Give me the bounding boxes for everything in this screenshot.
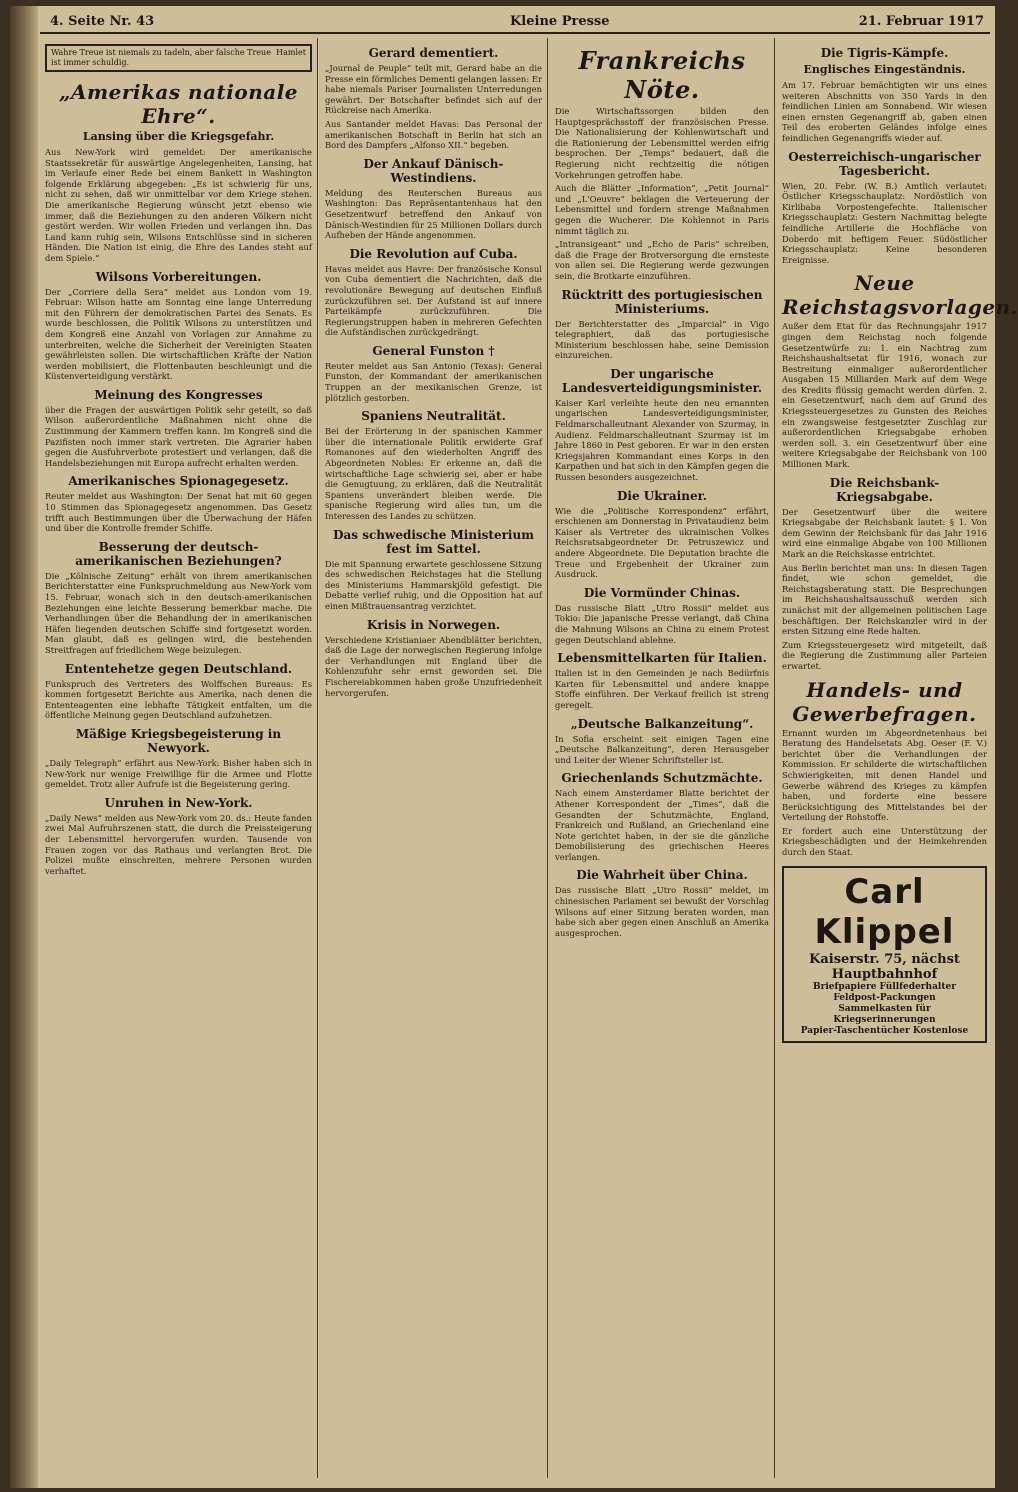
advertisement-klippel <box>782 866 987 1043</box>
heading-besserung: Besserung der deutsch-amerikanischen Beziehungen? <box>75 539 282 568</box>
article-paragraph: „Journal de Peuple“ teilt mit, Gerard habe an die Presse ein förmliches Dementi gelangen lassen: Er habe niemals Pariser Journalisten Unterredungen gewährt. Der Botschafter befindet sich auf der Rückreise nach Amerika. <box>325 63 542 116</box>
article-paragraph: Aus New-York wird gemeldet: Der amerikanische Staatssekretär für auswärtige Angelegenheiten, Lansing, hat im Verlaufe einer Rede bei einem Bankett in Washington folgende Erklärung abgegeben: „Es ist schwierig für uns, nicht zu sehen, daß wir unmittelbar vor dem Kriege stehen. Die amerikanische Regierung wünscht jetzt ebenso wie immer, daß die Beziehungen zu den anderen Völkern nicht gestört werden. Wir wollen Frieden und verlangen ihn. Das Land kann ruhig sein, Wilsons Entschlüsse sind in sicheren Händen. Die Nation ist einig, die Ehre des Landes steht auf dem Spiele.“ <box>45 147 312 263</box>
article-paragraph: Meldung des Reuterschen Bureaus aus Washington: Das Repräsentantenhaus hat den Gesetzentwurf betreffend den Ankauf von Dänisch-Westindien für 25 Millionen Dollars durch Aufheben der Hände angenommen. <box>325 187 542 241</box>
heading-oesterreich: Oesterreichisch-ungarischer Tagesbericht. <box>788 149 981 178</box>
article-paragraph: Die Wirtschaftssorgen bilden den Hauptgesprächsstoff der französischen Presse. Die Nationalisierung der Kohlenwirtschaft und die Rationierung der Lebensmittel werden eifrig besprochen. Der „Temps“ bedauert, daß die Regierung nicht rechtzeitig die nötigen Vorkehrungen getroffen habe. <box>555 106 769 180</box>
heading-balkan: „Deutsche Balkanzeitung“. <box>570 716 754 731</box>
heading-cuba: Die Revolution auf Cuba. <box>349 246 518 261</box>
heading-kongress: Meinung des Kongresses <box>94 387 263 402</box>
article-paragraph: Die „Kölnische Zeitung“ erhält von ihrem amerikanischen Berichterstatter eine Funkspruchmeldung aus New-York vom 15. Februar, wonach sich in den deutsch-amerikanischen Beziehungen eine leichte Besserung bemerkbar mache. Die Verhandlungen über die Behandlung der in amerikanischen Häfen liegenden deutschen Schiffe sind fortgesetzt worden. Man glaubt, daß es gelingen wird, die bestehenden Streitfragen auf friedlichem Wege beizulegen. <box>45 570 312 655</box>
column-4 <box>777 38 1018 1478</box>
heading-ukrainer: Die Ukrainer. <box>617 488 707 503</box>
page-header <box>40 12 990 34</box>
heading-ankauf: Der Ankauf Dänisch-Westindiens. <box>363 156 504 185</box>
article-paragraph: Ernannt wurden im Abgeordnetenhaus bei Beratung des Handelsetats Abg. Oeser (F. V.) berichtet über die Verhandlungen der Kommission. Er schilderte die wirtschaftlichen Schwierigkeiten, mit denen Handel und Gewerbe während des Krieges zu kämpfen haben, und forderte eine bessere Berücksichtigung des Mittelstandes bei der Verteilung der Rohstoffe. <box>782 727 987 823</box>
column-1 <box>40 38 318 1478</box>
heading-portugal: Rücktritt des portugiesischen Ministeriums. <box>561 287 763 316</box>
article-paragraph: Außer dem Etat für das Rechnungsjahr 1917 gingen dem Reichstag noch folgende Gesetzentwürfe zu: 1. ein Nachtrag zum Reichshaushaltsetat für 1916, wonach zur Bestreitung einmaliger außerordentlicher Ausgaben 15 Milliarden Mark auf dem Wege des Kredits flüssig gemacht werden dürfen. 2. ein Gesetzentwurf, nach dem auf Grund des Kriegssteuergesetzes zu Gunsten des Reiches ein zwangsweise festgesetzter Zuschlag zur außerordentlichen Kriegsabgabe erhoben werden soll. 3. ein Gesetzentwurf über eine weitere Kriegsabgabe der Reichsbank von 100 Millionen Mark. <box>782 321 987 470</box>
article-paragraph: Das russische Blatt „Utro Rossii“ meldet, im chinesischen Parlament sei bewußt der Vorschlag Wilsons auf einer Sitzung beraten worden, man habe sich aber gegen einen Anschluß an Amerika ausgesprochen. <box>555 885 769 938</box>
subheadline-lansing: Lansing über die Kriegsgefahr. <box>82 130 275 143</box>
column-2 <box>320 38 548 1478</box>
article-paragraph: Der Berichterstatter des „Imparcial“ in Vigo telegraphiert, daß das portugiesische Ministerium beschlossen habe, seine Demission einzureichen. <box>555 318 769 361</box>
ad-line: Feldpost-Packungen <box>833 992 936 1003</box>
article-paragraph: Nach einem Amsterdamer Blatte berichtet der Athener Korrespondent der „Times“, daß die Gesandten der Schutzmächte, England, Frankreich und Rußland, an Griechenland eine Note gerichtet haben, in der sie die gänzliche Demobilisierung des griechischen Heeres verlangen. <box>555 788 769 862</box>
ad-line: Papier-Taschentücher Kostenlose <box>800 1025 969 1036</box>
heading-wilson: Wilsons Vorbereitungen. <box>95 269 262 284</box>
article-paragraph: „Intransigeant“ und „Echo de Paris“ schreiben, daß die Frage der Brotversorgung die ernsteste von allen sei. Die Regierung werde gezwungen sein, die Brotkarte einzuführen. <box>555 239 769 281</box>
article-paragraph: Bei der Erörterung in der spanischen Kammer über die internationale Politik erwiderte Graf Romanones auf den wiederholten Angriff des Abgeordneten Nobles: Er erkenne an, daß die wirtschaftliche Lage schwierig sei, aber er habe die Genugtuung, zu erklären, daß die Neutralität Spaniens unverändert bleiben werde. Die spanische Regierung wird alles tun, um die Interessen des Landes zu schützen. <box>325 426 542 521</box>
newspaper-page <box>10 6 1018 1488</box>
article-paragraph: Reuter meldet aus Washington: Der Senat hat mit 60 gegen 10 Stimmen das Spionagegesetz angenommen. Das Gesetz trifft auch Bestimmungen über die Überwachung der Häfen und über die Kontrolle fremder Schiffe. <box>45 491 312 534</box>
ad-line: Sammelkasten für Kriegserinnerungen <box>833 1003 936 1025</box>
heading-spanien: Spaniens Neutralität. <box>361 409 506 424</box>
article-paragraph: Er fordert auch eine Unterstützung der Kriegsbeschädigten und der Heimkehrenden durch den Staat. <box>782 825 987 858</box>
article-paragraph: Kaiser Karl verleihte heute den neu ernannten ungarischen Landesverteidigungsminister, Feldmarschalleutnant Alexander von Szurmay, in Audienz. Feldmarschalleutnant Szurmay ist im Jahre 1860 in Pest geboren. Er war in den ersten Kriegsjahren Kommandant eines Korps in den Karpathen und hat sich in den Kämpfen gegen die Russen besonders ausgezeichnet. <box>555 397 769 483</box>
heading-kriegsbegeisterung: Mäßige Kriegsbegeisterung in Newyork. <box>75 726 282 755</box>
article-paragraph: Die mit Spannung erwartete geschlossene Sitzung des schwedischen Reichstages hat die Stellung des Ministeriums Hammarskjöld gefestigt. Die Debatte verlief ruhig, und die Opposition hat auf einen Mißtrauensantrag verzichtet. <box>325 558 542 611</box>
notice-box <box>45 44 312 72</box>
article-paragraph: Reuter meldet aus San Antonio (Texas): General Funston, der Kommandant der amerikanischen Truppen an der mexikanischen Grenze, ist plötzlich gestorben. <box>325 360 542 403</box>
heading-griechenland: Griechenlands Schutzmächte. <box>561 771 763 786</box>
headline-amerika: „Amerikas nationale Ehre“. <box>58 80 299 128</box>
ad-company-name: Carl Klippel <box>814 871 955 952</box>
header-page-number: 4. Seite Nr. 43 <box>50 14 155 29</box>
page-binding <box>10 6 38 1488</box>
heading-entente: Ententehetze gegen Deutschland. <box>64 661 293 676</box>
heading-schweden: Das schwedische Ministerium fest im Sattel. <box>333 527 534 556</box>
article-paragraph: Am 17. Februar bemächtigten wir uns eines weiteren Abschnitts von 350 Yards in den feindlichen Linien am Sonnabend. Wir wiesen einen ernsten Gegenangriff ab, gaben einen Teil des eroberten Geländes infolge eines feindlichen Gegenangriffs wieder auf. <box>782 80 987 143</box>
header-date: 21. Februar 1917 <box>858 14 984 29</box>
header-paper-name: Kleine Presse <box>510 14 610 29</box>
article-paragraph: Italien ist in den Gemeinden je nach Bedürfnis Karten für Lebensmittel und andere knappe Stoffe einführen. Der Verkauf freilich ist streng geregelt. <box>555 668 769 710</box>
headline-reichstag: Neue Reichstagsvorlagen. <box>782 271 1018 320</box>
article-paragraph: Verschiedene Kristianiaer Abendblätter berichten, daß die Lage der norwegischen Regierung infolge der Verhandlungen mit England über die Kohlenzufuhr sehr ernst geworden sei. Die Fischereiabkommen haben große Unzufriedenheit hervorgerufen. <box>325 634 542 698</box>
article-paragraph: Wien, 20. Febr. (W. B.) Amtlich verlautet: Östlicher Kriegsschauplatz: Nordöstlich von Kirlibaba Vorpostengefechte. Italienischer Kriegsschauplatz: Gestern Nachmittag belegte feindliche Artillerie die Hochfläche von Doberdo mit heftigem Feuer. Südöstlicher Kriegsschauplatz: Keine besonderen Ereignisse. <box>782 180 987 265</box>
heading-funston: General Funston † <box>372 343 495 358</box>
article-paragraph: „Daily Telegraph“ erfährt aus New-York: Bisher haben sich in New-York nur wenige Freiwillige für die Armee und Flotte gemeldet. Trotz aller Aufrufe ist die Begeisterung gering. <box>45 757 312 790</box>
notice-text: Wahre Treue ist niemals zu tadeln, aber falsche Treue ist immer schuldig. <box>51 48 271 67</box>
article-paragraph: über die Fragen der auswärtigen Politik sehr geteilt, so daß Wilson außerordentliche Maßnahmen nicht ohne die Zustimmung der Kammern treffen kann. Im Kongreß sind die Pazifisten noch immer stark vertreten. Die Agrarier haben gegen die Ausfuhrverbote protestiert und verlangen, daß die Handelsbeziehungen mit Europa aufrecht erhalten werden. <box>45 404 312 468</box>
column-3 <box>550 38 775 1478</box>
heading-gerard: Gerard dementiert. <box>368 46 499 60</box>
article-paragraph: „Daily News“ melden aus New-York vom 20. ds.: Heute fanden zwei Mal Aufruhrszenen statt, die durch die Preissteigerung der Lebensmittel hervorgerufen wurden. Tausende von Frauen zogen vor das Rathaus und verlangten Brot. Die Polizei mußte einschreiten, mehrere Personen wurden verhaftet. <box>45 812 312 876</box>
heading-china: Die Wahrheit über China. <box>576 868 748 883</box>
subheading-tigris: Englisches Eingeständnis. <box>803 63 966 76</box>
headline-frankreich: Frankreichs Nöte. <box>578 46 746 104</box>
notice-attribution: Hamlet <box>276 48 306 57</box>
heading-spionage: Amerikanisches Spionagegesetz. <box>68 474 289 489</box>
article-paragraph: Das russische Blatt „Utro Rossii“ meldet aus Tokio: Die japanische Presse verlangt, daß China die Mahnung Wilsons an China zu einem Protest gegen Deutschland ablehne. <box>555 602 769 645</box>
article-paragraph: Auch die Blätter „Information“, „Petit Journal“ und „L'Oeuvre“ beklagen die Verteuerung der Lebensmittel und fordern strenge Maßnahmen gegen die Wucherer. Die Kohlennot in Paris nimmt täglich zu. <box>555 183 769 236</box>
article-paragraph: Funkspruch des Vertreters des Wolffschen Bureaus: Es kommen fortgesetzt Berichte aus Amerika, nach denen die Ententeagenten eine lebhafte Tätigkeit entfalten, um die öffentliche Meinung gegen Deutschland aufzuhetzen. <box>45 678 312 721</box>
article-paragraph: Wie die „Politische Korrespondenz“ erfährt, erschienen am Donnerstag in Privataudienz beim Kaiser als Vertreter des ukrainischen Volkes Reichsratsabgeordneter Dr. Petruszewicz und andere Abgeordnete. Die Deputation brachte die Treue und Ergebenheit der Ukrainer zum Ausdruck. <box>555 505 769 580</box>
ad-line: Briefpapiere Füllfederhalter <box>813 981 956 992</box>
heading-norwegen: Krisis in Norwegen. <box>366 617 501 632</box>
heading-tigris: Die Tigris-Kämpfe. <box>820 46 949 60</box>
heading-italien: Lebensmittelkarten für Italien. <box>557 651 767 666</box>
heading-vormuender: Die Vormünder Chinas. <box>583 585 741 600</box>
article-paragraph: Der Gesetzentwurf über die weitere Kriegsabgabe der Reichsbank lautet: § 1. Von dem Gewinn der Reichsbank für das Jahr 1916 wird eine einmalige Abgabe von 100 Millionen Mark an die Reichskasse entrichtet. <box>782 506 987 559</box>
heading-ungarn: Der ungarische Landesverteidigungsminister. <box>561 366 763 395</box>
article-paragraph: Zum Kriegssteuergesetz wird mitgeteilt, daß die Regierung die Zustimmung aller Parteien erwartet. <box>782 639 987 671</box>
article-paragraph: In Sofia erscheint seit einigen Tagen eine „Deutsche Balkanzeitung“, deren Herausgeber und Leiter der Wiener Schriftsteller ist. <box>555 733 769 765</box>
heading-reichsbank: Die Reichsbank-Kriegsabgabe. <box>829 475 940 504</box>
headline-handel: Handels- und Gewerbefragen. <box>792 677 977 726</box>
article-paragraph: Der „Corriere della Sera“ meldet aus London vom 19. Februar: Wilson hatte am Sonntag eine lange Unterredung mit den Führern der demokratischen Partei des Senats. Es wurde beschlossen, die Politik Wilsons zu unterstützen und dem Kongreß eine Anzahl von Vorlagen zur Annahme zu unterbreiten, welche die Sicherheit der Vereinigten Staaten gewährleisten sollen. Die wirtschaftlichen Kräfte der Nation werden mobilisiert, die Flottenbauten beschleunigt und die Küstenverteidigung verstärkt. <box>45 286 312 382</box>
ad-address: Kaiserstr. 75, nächst Hauptbahnhof <box>809 951 960 982</box>
article-paragraph: Aus Santander meldet Havas: Das Personal der amerikanischen Botschaft in Berlin hat sich an Bord des Dampfers „Alfonso XII.“ begeben. <box>325 118 542 151</box>
article-paragraph: Havas meldet aus Havre: Der französische Konsul von Cuba dementiert die Nachrichten, daß die revolutionäre Bewegung auf deutschen Einfluß zurückzuführen sei. Der Aufstand ist auf innere Parteikämpfe zurückzuführen. Die Regierungstruppen haben in mehreren Gefechten die Aufständischen zurückgedrängt. <box>325 263 542 338</box>
heading-unruhen: Unruhen in New-York. <box>104 795 253 810</box>
article-paragraph: Aus Berlin berichtet man uns: In diesen Tagen findet, wie schon gemeldet, die Reichstagsberatung statt. Die Besprechungen im Reichshaushaltsausschuß werden sich zunächst mit der allgemeinen politischen Lage beschäftigen. Der Reichskanzler wird in der ersten Sitzung eine Rede halten. <box>782 562 987 637</box>
